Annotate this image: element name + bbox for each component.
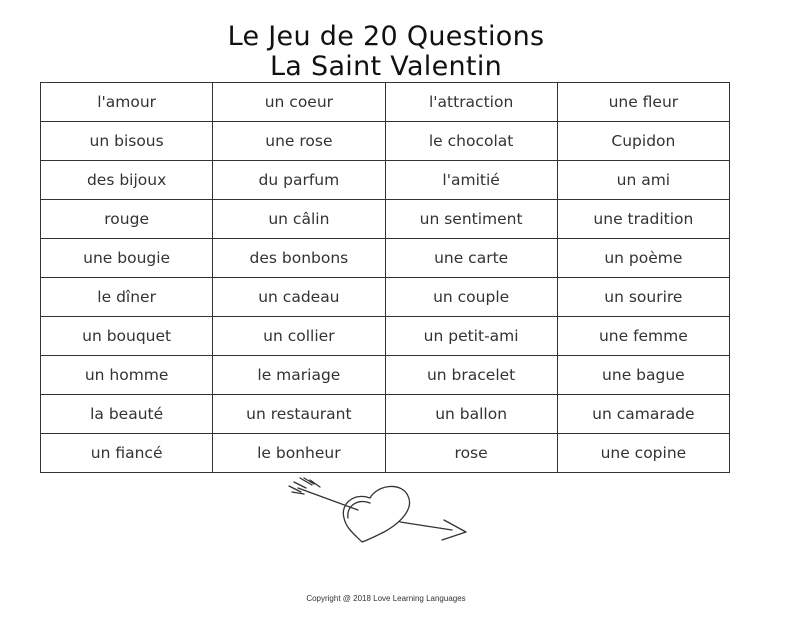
vocabulary-cell: une carte <box>385 239 557 278</box>
vocabulary-cell: rose <box>385 434 557 473</box>
vocabulary-cell: une tradition <box>557 200 729 239</box>
vocabulary-cell: des bonbons <box>213 239 385 278</box>
vocabulary-cell: une bougie <box>41 239 213 278</box>
vocabulary-cell: une bague <box>557 356 729 395</box>
vocabulary-cell: Cupidon <box>557 122 729 161</box>
vocabulary-cell: des bijoux <box>41 161 213 200</box>
vocabulary-cell: une femme <box>557 317 729 356</box>
vocabulary-cell: une fleur <box>557 83 729 122</box>
vocabulary-cell: un collier <box>213 317 385 356</box>
vocabulary-cell: l'amour <box>41 83 213 122</box>
table-row <box>41 395 730 434</box>
table-row <box>41 83 730 122</box>
vocabulary-cell: un bisous <box>41 122 213 161</box>
table-row <box>41 278 730 317</box>
vocabulary-cell: un camarade <box>557 395 729 434</box>
table-row <box>41 161 730 200</box>
vocabulary-cell: un sourire <box>557 278 729 317</box>
vocabulary-cell: un couple <box>385 278 557 317</box>
table-row <box>41 239 730 278</box>
vocabulary-cell: un sentiment <box>385 200 557 239</box>
vocabulary-cell: une rose <box>213 122 385 161</box>
table-row <box>41 356 730 395</box>
table-row <box>41 122 730 161</box>
table-row <box>41 434 730 473</box>
vocabulary-cell: le mariage <box>213 356 385 395</box>
vocabulary-cell: le bonheur <box>213 434 385 473</box>
vocabulary-cell: un ballon <box>385 395 557 434</box>
vocabulary-cell: un petit-ami <box>385 317 557 356</box>
vocabulary-cell: un fiancé <box>41 434 213 473</box>
vocabulary-cell: un homme <box>41 356 213 395</box>
vocabulary-cell: un ami <box>557 161 729 200</box>
vocabulary-cell: un bracelet <box>385 356 557 395</box>
page-title <box>0 22 772 82</box>
vocabulary-cell: un bouquet <box>41 317 213 356</box>
vocabulary-cell: un coeur <box>213 83 385 122</box>
vocabulary-cell: rouge <box>41 200 213 239</box>
vocabulary-cell: un restaurant <box>213 395 385 434</box>
vocabulary-cell: un câlin <box>213 200 385 239</box>
vocabulary-cell: l'amitié <box>385 161 557 200</box>
vocabulary-cell: la beauté <box>41 395 213 434</box>
copyright-notice: Copyright @ 2018 Love Learning Languages <box>306 594 466 603</box>
vocabulary-cell: du parfum <box>213 161 385 200</box>
table-row <box>41 200 730 239</box>
vocabulary-cell: une copine <box>557 434 729 473</box>
vocabulary-cell: le dîner <box>41 278 213 317</box>
vocabulary-cell: un poème <box>557 239 729 278</box>
vocabulary-grid <box>40 82 730 473</box>
vocabulary-cell: un cadeau <box>213 278 385 317</box>
vocabulary-cell: l'attraction <box>385 83 557 122</box>
heart-with-arrow-icon <box>284 474 480 544</box>
title-line-2: La Saint Valentin <box>269 51 503 82</box>
vocabulary-cell: le chocolat <box>385 122 557 161</box>
table-row <box>41 317 730 356</box>
title-line-1: Le Jeu de 20 Questions <box>227 21 545 52</box>
